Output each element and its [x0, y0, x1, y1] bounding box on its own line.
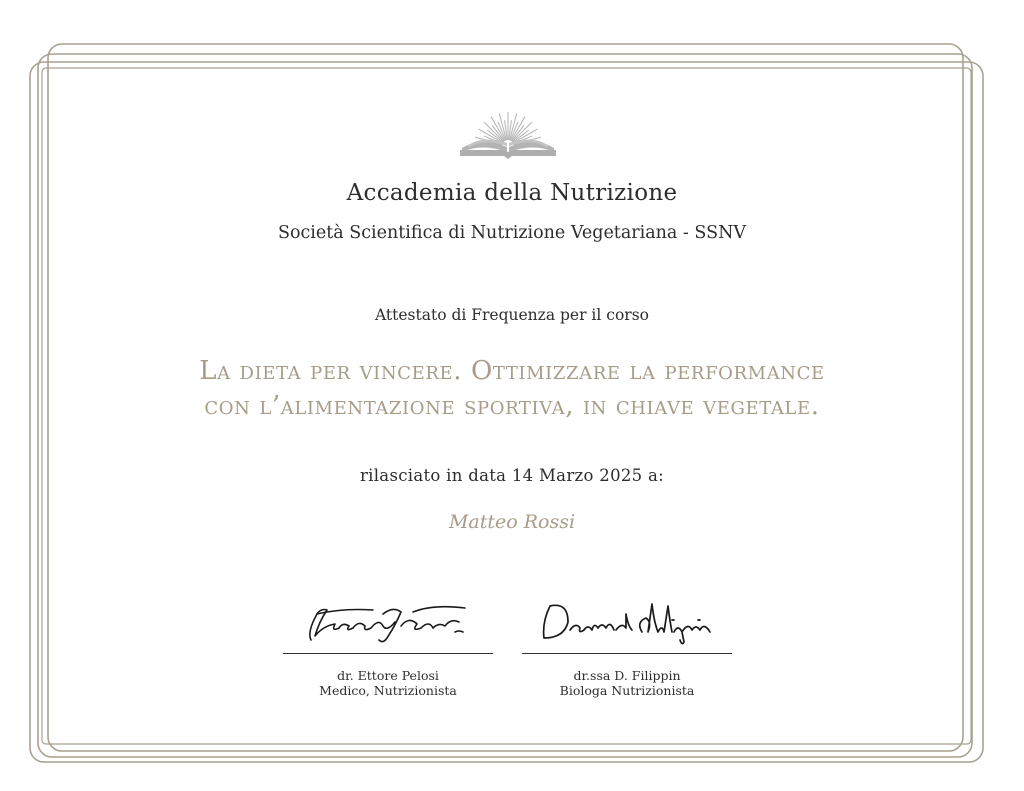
- signature-line-right: [522, 653, 732, 654]
- course-title-line-2: con l’alimentazione sportiva, in chiave vegetale.: [204, 391, 820, 421]
- signatory-role-left: Medico, Nutrizionista: [319, 683, 457, 698]
- open-book-sunburst-icon: [452, 106, 564, 166]
- signature-block-right: [522, 592, 732, 698]
- signatory-role-right: Biologa Nutrizionista: [559, 683, 695, 698]
- signature-image-pelosi: [283, 592, 493, 652]
- issue-date-text: rilasciato in data 14 Marzo 2025 a:: [359, 466, 665, 485]
- signature-image-filippin: [522, 592, 732, 652]
- course-title: [0, 354, 1024, 424]
- signatory-name-left: dr. Ettore Pelosi: [337, 668, 439, 683]
- signature-block-left: [283, 592, 493, 698]
- recipient-name: Matteo Rossi: [448, 511, 576, 533]
- attestation-label: Attestato di Frequenza per il corso: [375, 306, 649, 324]
- organization-name: Accademia della Nutrizione: [346, 180, 678, 206]
- signatory-name-right: dr.ssa D. Filippin: [573, 668, 681, 683]
- organization-subtitle: Società Scientifica di Nutrizione Vegetariana - SSNV: [277, 223, 747, 243]
- course-title-line-1: La dieta per vincere. Ottimizzare la performance: [199, 356, 825, 386]
- signature-line-left: [283, 653, 493, 654]
- logo-ray: [484, 122, 504, 142]
- logo-ray: [512, 122, 532, 142]
